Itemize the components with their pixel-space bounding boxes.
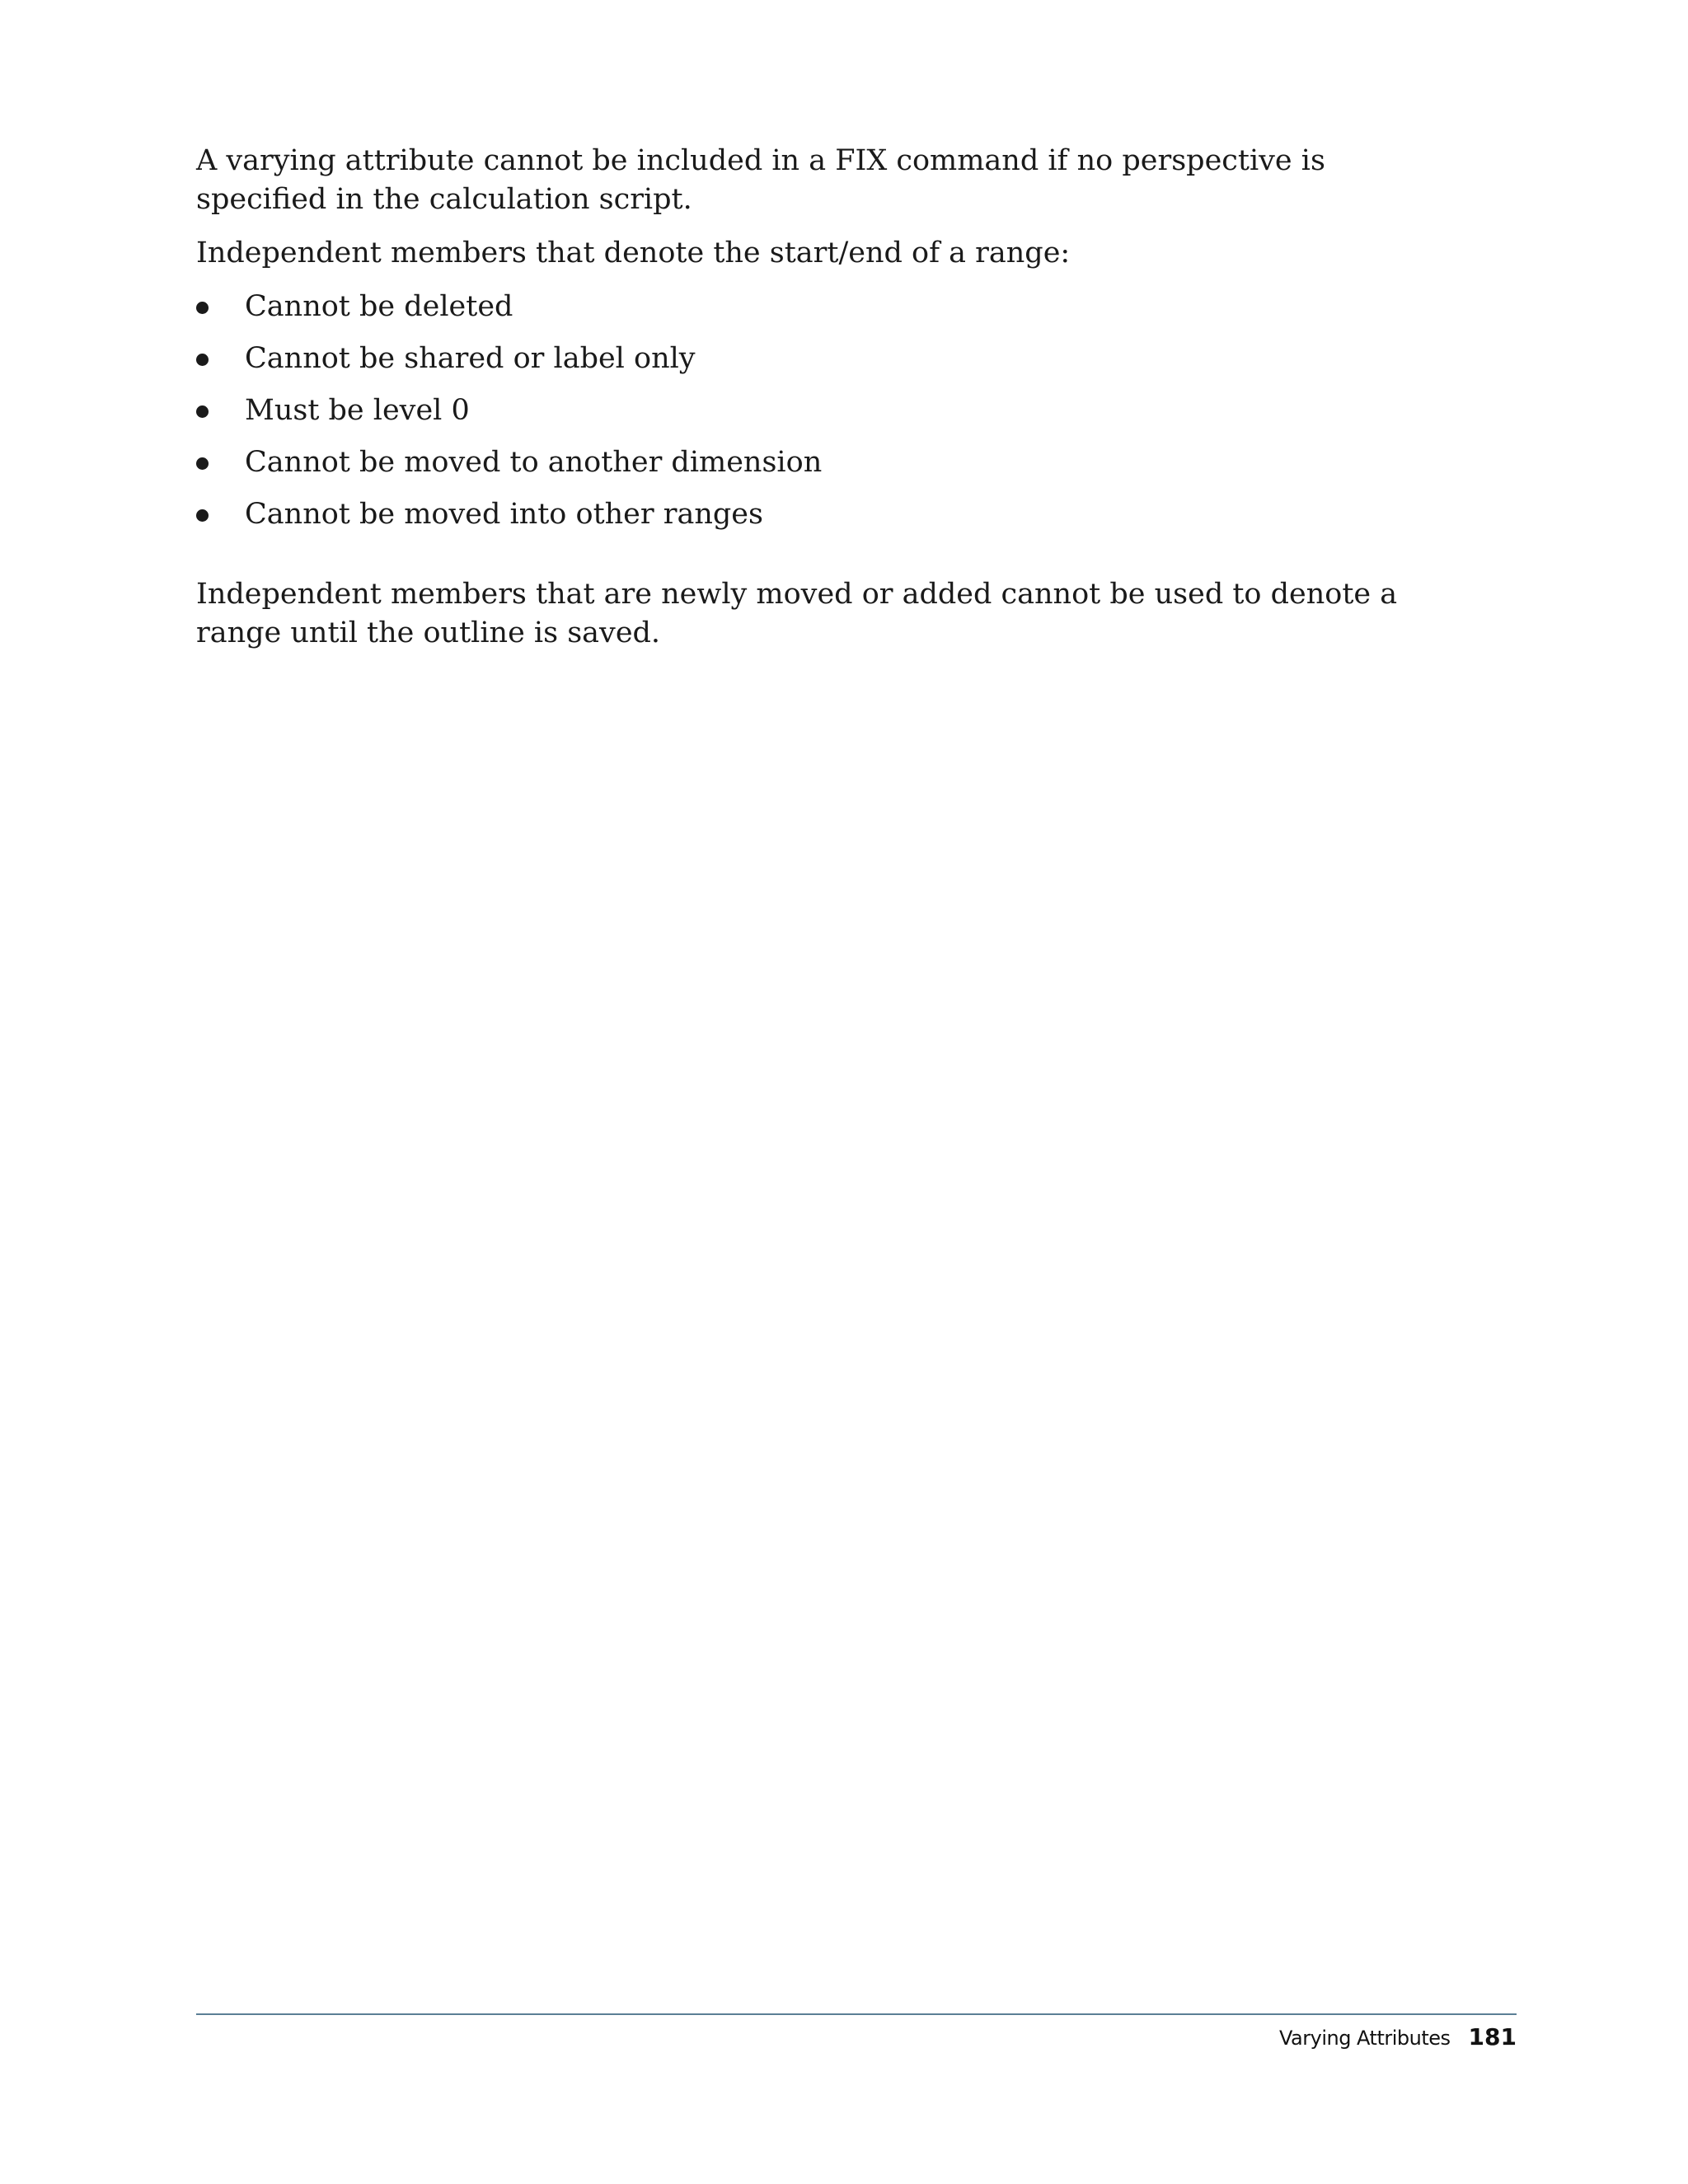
list-item	[196, 443, 1400, 482]
bullet-icon	[196, 354, 209, 366]
footer-page-number: 181	[1468, 2023, 1517, 2050]
paragraph-fix-command: A varying attribute cannot be included in a FIX command if no perspective is specified in the calculation script.	[196, 144, 1325, 216]
list-item-text: Cannot be shared or label only	[245, 342, 696, 375]
footer-divider	[196, 2013, 1517, 2015]
bullet-icon	[196, 457, 209, 470]
list-item	[196, 288, 1400, 326]
list-item-text: Must be level 0	[245, 394, 470, 427]
page-body	[196, 142, 1400, 668]
list-item	[196, 340, 1400, 378]
bullet-icon	[196, 302, 209, 314]
paragraph-newly-moved-members: Independent members that are newly moved or added cannot be used to denote a range until the outline is saved.	[196, 578, 1398, 649]
page-footer	[1279, 2023, 1517, 2050]
list-item-text: Cannot be moved to another dimension	[245, 446, 823, 479]
list-item-text: Cannot be deleted	[245, 290, 513, 323]
bullet-icon	[196, 405, 209, 418]
list-item-text: Cannot be moved into other ranges	[245, 498, 763, 531]
list-item	[196, 495, 1400, 534]
footer-section-title: Varying Attributes	[1278, 2027, 1451, 2050]
paragraph-independent-members-intro: Independent members that denote the start/end of a range:	[196, 237, 1071, 269]
list-item	[196, 391, 1400, 430]
bullet-list	[196, 288, 1400, 534]
bullet-icon	[196, 509, 209, 522]
